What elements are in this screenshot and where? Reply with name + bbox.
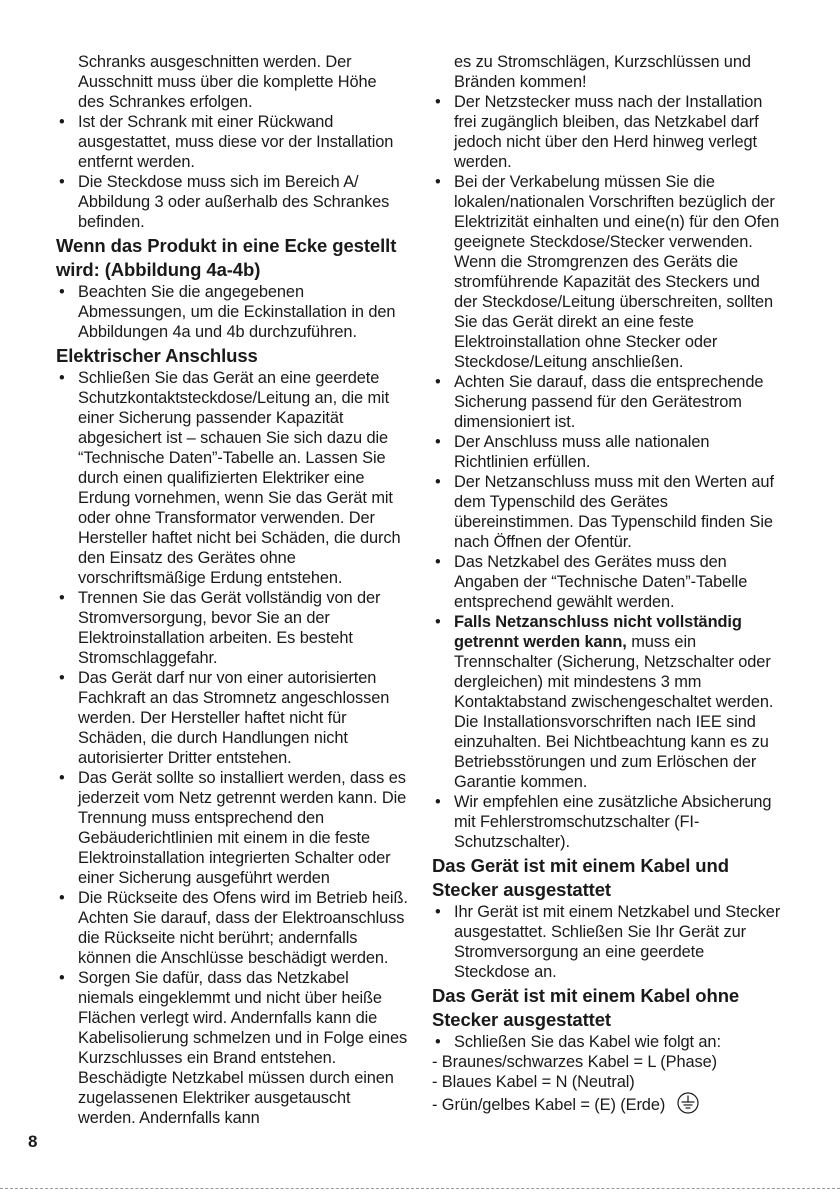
list-item: • Schließen Sie das Gerät an eine geerdete Schutzkontaktsteckdose/Leitung an, die mit einer Sicherung passender Kapazität abgesichert ist – schauen Sie sich dazu die “Technische Daten”-Tabelle an. Lassen Sie durch einen qualifizierten Elektriker eine Erdung vornehmen, wenn Sie das Gerät mit oder ohne Transformator verwenden. Der Hersteller haftet nicht bei Schäden, die durch den Einsatz des Gerätes ohne vorschriftsmäßige Erdung entstehen. xyxy=(56,368,408,588)
section-heading-without-plug: Das Gerät ist mit einem Kabel ohne Stecker ausgestattet xyxy=(432,985,740,1030)
list-item: • Trennen Sie das Gerät vollständig von der Stromversorgung, bevor Sie an der Elektroinstallation arbeiten. Es besteht Stromschlaggefahr. xyxy=(56,588,408,668)
list-item: • Ist der Schrank mit einer Rückwand ausgestattet, muss diese vor der Installation entfernt werden. xyxy=(56,112,408,172)
list-item: • Das Netzkabel des Gerätes muss den Angaben der “Technische Daten”-Tabelle entsprechend gewählt werden. xyxy=(432,552,784,612)
section-heading-with-plug: Das Gerät ist mit einem Kabel und Stecker ausgestattet xyxy=(432,855,729,900)
list-item: • Bei der Verkabelung müssen Sie die lokalen/nationalen Vorschriften bezüglich der Elektrizität einhalten und eine(n) für den Ofen geeignete Steckdose/Stecker verwenden. Wenn die Stromgrenzen des Geräts die stromführende Kapazität des Steckers und der Steckdose/Leitung überschreiten, sollten Sie das Gerät direkt an eine feste Elektroinstallation ohne Stecker oder Steckdose/Leitung anschließen. xyxy=(432,172,784,372)
list-item: • Das Gerät sollte so installiert werden, dass es jederzeit vom Netz getrennt werden kann. Die Trennung muss entsprechend den Gebäuderichtlinien mit einem in die feste Elektroinstallation integrierten Schalter oder einer Sicherung ausgeführt werden xyxy=(56,768,408,888)
list-item: • Sorgen Sie dafür, dass das Netzkabel niemals eingeklemmt und nicht über heiße Flächen verlegt wird. Andernfalls kann die Kabelisolierung schmelzen und in Folge eines Kurzschlusses ein Brand entstehen. Beschädigte Netzkabel müssen durch einen zugelassenen Elektriker ausgetauscht werden. Andernfalls kann xyxy=(56,968,408,1128)
list-item: • Die Steckdose muss sich im Bereich A/ Abbildung 3 oder außerhalb des Schrankes befinden. xyxy=(56,172,408,232)
wire-line-text: - Grün/gelbes Kabel = (E) (Erde) xyxy=(432,1095,666,1114)
list-item: • Der Netzanschluss muss mit den Werten auf dem Typenschild des Gerätes übereinstimmen. Das Typenschild finden Sie nach Öffnen der Ofentür. xyxy=(432,472,784,552)
section-heading-corner: Wenn das Produkt in eine Ecke gestellt wird: (Abbildung 4a-4b) xyxy=(56,235,397,280)
left-column xyxy=(56,52,408,1128)
list-item: • Beachten Sie die angegebenen Abmessungen, um die Eckinstallation in den Abbildungen 4a und 4b durchzuführen. xyxy=(56,282,408,342)
wire-line-earth xyxy=(432,1092,784,1119)
wire-line: - Braunes/schwarzes Kabel = L (Phase) xyxy=(432,1053,717,1071)
list-item: • Wir empfehlen eine zusätzliche Absicherung mit Fehlerstromschutzschalter (FI-Schutzschalter). xyxy=(432,792,784,852)
page-edge-divider xyxy=(0,1188,840,1189)
bold-lead-text: Falls Netzanschluss nicht vollständig getrennt werden kann, xyxy=(454,613,742,651)
list-item-bold-lead xyxy=(432,612,784,792)
list-item: • Die Rückseite des Ofens wird im Betrieb heiß. Achten Sie darauf, dass der Elektroanschluss die Rückseite nicht berührt; andernfalls können die Anschlüsse beschädigt werden. xyxy=(56,888,408,968)
list-item: • Der Anschluss muss alle nationalen Richtlinien erfüllen. xyxy=(432,432,784,472)
page-number: 8 xyxy=(28,1132,38,1151)
list-item: • Das Gerät darf nur von einer autorisierten Fachkraft an das Stromnetz angeschlossen werden. Der Hersteller haftet nicht für Schäden, die durch Handlungen nicht autorisierter Dritter entstehen. xyxy=(56,668,408,768)
list-item: • Ihr Gerät ist mit einem Netzkabel und Stecker ausgestattet. Schließen Sie Ihr Gerät zur Stromversorgung an eine geerdete Steckdose an. xyxy=(432,902,784,982)
list-item: • Der Netzstecker muss nach der Installation frei zugänglich bleiben, das Netzkabel darf jedoch nicht über den Herd hinweg verlegt werden. xyxy=(432,92,784,172)
section-heading-electric: Elektrischer Anschluss xyxy=(56,345,258,366)
right-column xyxy=(432,52,784,1119)
intro-line: Schranks ausgeschnitten werden. Der xyxy=(78,53,352,71)
intro-line: Bränden kommen! xyxy=(454,73,587,91)
intro-line: es zu Stromschlägen, Kurzschlüssen und xyxy=(454,53,751,71)
wire-line: - Blaues Kabel = N (Neutral) xyxy=(432,1073,635,1091)
bold-lead-rest-text: muss ein Trennschalter (Sicherung, Netzschalter oder dergleichen) mit mindestens 3 mm Kontaktabstand zwischengeschaltet werden. Die Installationsvorschriften nach IEE sind einzuhalten. Bei Nichtbeachtung kann es zu Betriebsstörungen und zum Erlöschen der Garantie kommen. xyxy=(454,633,774,791)
list-item: • Achten Sie darauf, dass die entsprechende Sicherung passend für den Gerätestrom dimensioniert ist. xyxy=(432,372,784,432)
list-item: • Schließen Sie das Kabel wie folgt an: xyxy=(432,1032,784,1052)
intro-line: des Schrankes erfolgen. xyxy=(78,93,253,111)
intro-line: Ausschnitt muss über die komplette Höhe xyxy=(78,73,377,91)
earth-ground-icon xyxy=(677,1092,699,1119)
